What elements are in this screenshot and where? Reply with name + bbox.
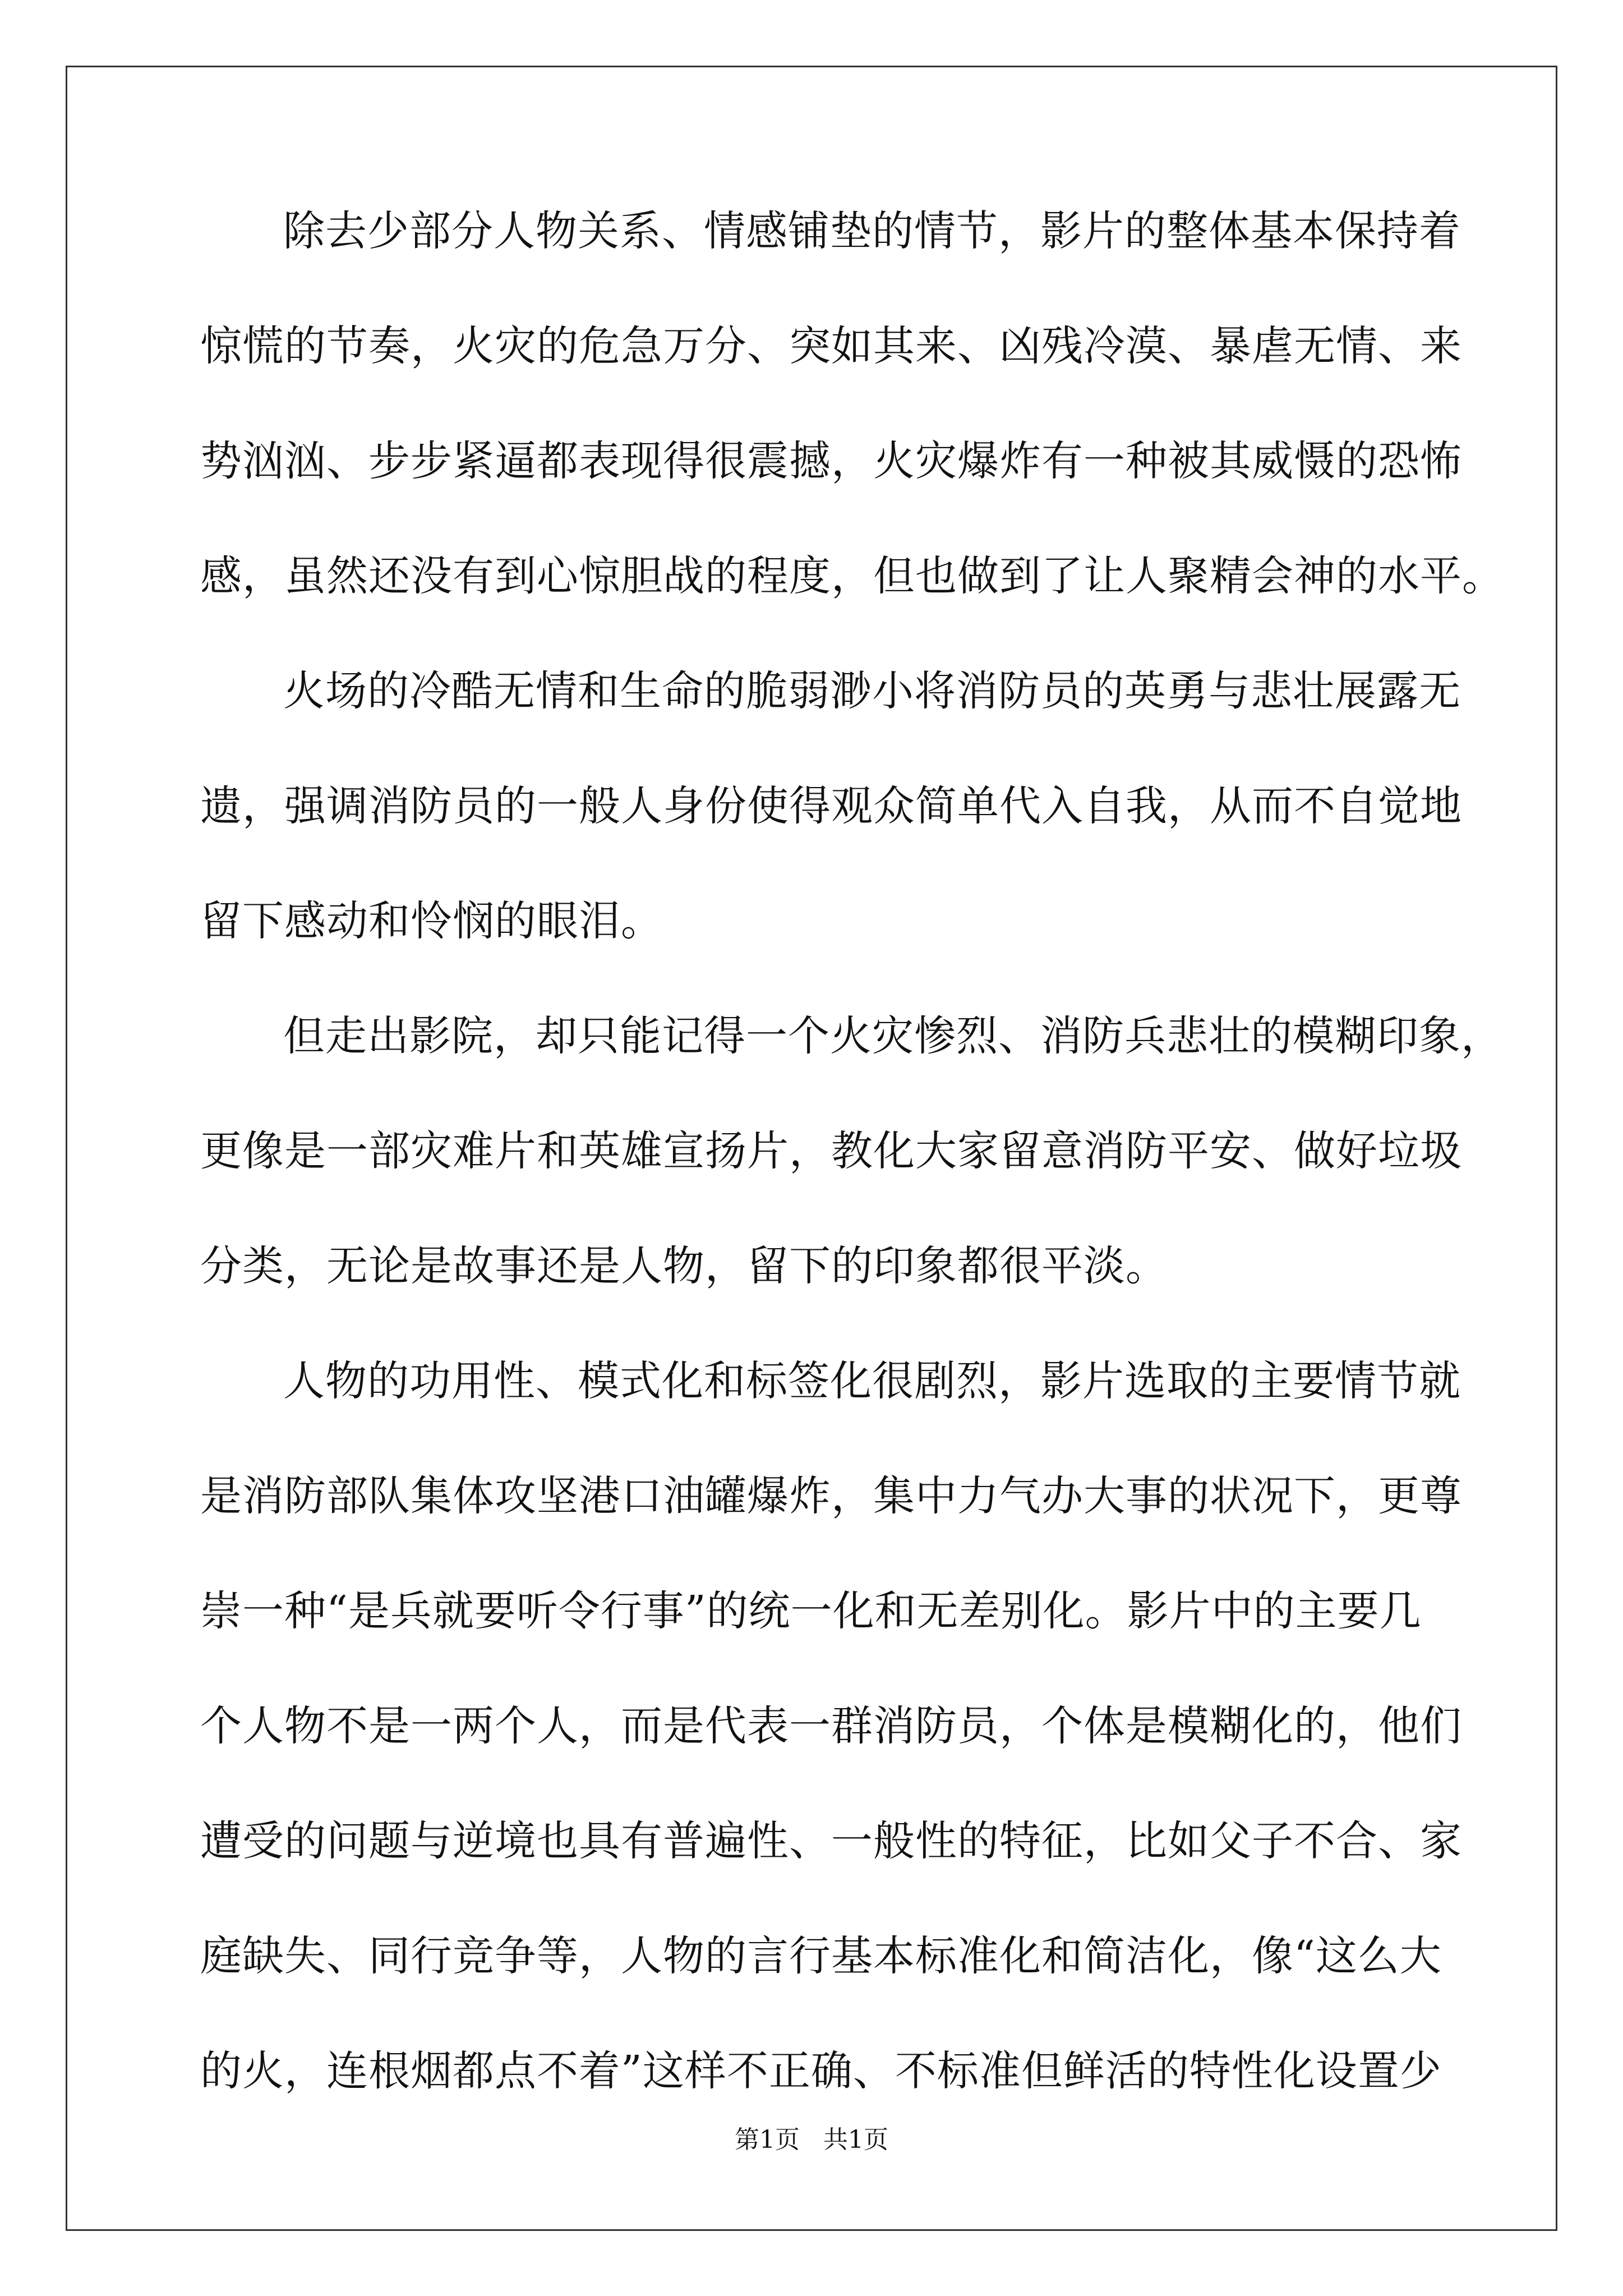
text-line: 除去少部分人物关系、情感铺垫的情节，影片的整体基本保持着 [283,207,1461,255]
text-line: 个人物不是一两个人，而是代表一群消防员，个体是模糊化的，他们 [200,1702,1462,1750]
text-line: 但走出影院，却只能记得一个火灾惨烈、消防兵悲壮的模糊印象， [283,1012,1503,1060]
text-line: 人物的功用性、模式化和标签化很剧烈，影片选取的主要情节就 [283,1357,1461,1405]
text-line: 分类，无论是故事还是人物，留下的印象都很平淡。 [200,1242,1168,1290]
text-line: 势汹汹、步步紧逼都表现得很震撼，火灾爆炸有一种被其威慑的恐怖 [200,437,1462,485]
text-line: 遗，强调消防员的一般人身份使得观众简单代入自我，从而不自觉地 [200,782,1462,830]
text-line: 留下感动和怜悯的眼泪。 [200,897,663,945]
text-line: 庭缺失、同行竞争等，人物的言行基本标准化和简洁化，像“这么大 [200,1932,1442,1980]
text-line: 是消防部队集体攻坚港口油罐爆炸，集中力气办大事的状况下，更尊 [200,1472,1462,1520]
text-line: 惊慌的节奏，火灾的危急万分、突如其来、凶残冷漠、暴虐无情、来 [200,322,1462,370]
text-line: 火场的冷酷无情和生命的脆弱渺小将消防员的英勇与悲壮展露无 [283,667,1461,715]
text-line: 遭受的问题与逆境也具有普遍性、一般性的特征，比如父子不合、家 [200,1817,1462,1865]
text-line: 的火，连根烟都点不着”这样不正确、不标准但鲜活的特性化设置少 [200,2047,1442,2095]
page-number-footer: 第1页 共1页 [735,2125,888,2154]
text-line: 感，虽然还没有到心惊胆战的程度，但也做到了让人聚精会神的水平。 [200,552,1504,600]
text-line: 崇一种“是兵就要听令行事”的统一化和无差别化。影片中的主要几 [200,1587,1422,1635]
document-body [200,207,1504,2165]
text-line: 更像是一部灾难片和英雄宣扬片，教化大家留意消防平安、做好垃圾 [200,1127,1462,1175]
